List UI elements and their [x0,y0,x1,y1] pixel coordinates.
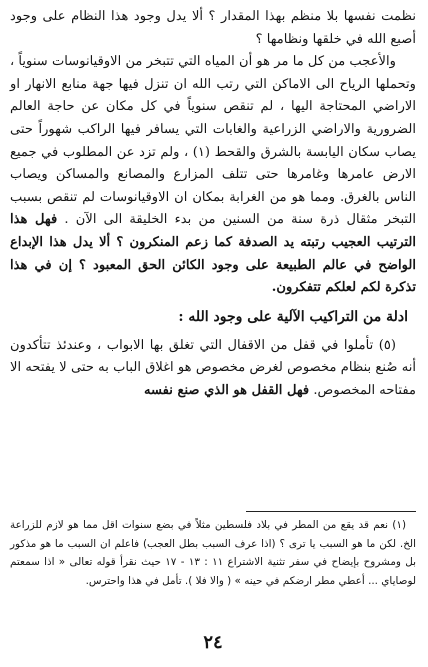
paragraph-3-text: (٥) تأملوا في قفل من الاقفال التي تغلق بها الابواب ، وعندئذ تتأكدون أنه صُنع بنظام مخصوص لغرض مخصوص هو اغلاق الباب به حتى لا يفتحه الا مفتاحه المخصوص. [10,337,416,398]
main-text [10,6,416,403]
paragraph-2-text: والأعجب من كل ما مر هو أن المياه التي تتبخر من الاوقيانوسات سنوياً ، وتحملها الرياح الى الاماكن التي رتب الله ان تنزل فيها جهة منابع الانهار او الاراضي المحتاجة اليها ، لم تنقص سنوياً في كل مكان عن حاجة العالم الضرورية والاراضي الزراعية والغابات التي يسافر فيها الراكب شهوراً حتى يصاب سكان اليابسة بالشرق والقحط (١) ، ولم تزد عن المطلوب في جميع الارض عامرها وغامرها حتى تتلف المزارع والمصانع والمساكن ويصاب الناس بالغرق. ومما هو من الغرابة بمكان ان الاوقيانوسات لم تنقص بسبب التبخر مثقال ذرة سنة من السنين من بدء الخليقة الى الآن . [10,54,416,228]
paragraph-1: نظمت نفسها بلا منظم بهذا المقدار ؟ ألا يدل وجود هذا النظام على وجود أصبع الله في خلقها ونظامها ؟ [10,9,416,47]
paragraph-3-question: فهل القفل هو الذي صنع نفسه [143,382,310,398]
paragraph-2-question: فهل هذا الترتيب العجيب رتبته يد الصدفة كما زعم المنكرون ؟ ألا يدل هذا الإبداع الواضح في عالم الطبيعة على وجود الكائن الحق المعبود ؟ إن في هذا تذكرة لكم لعلكم تتفكرون. [10,212,416,296]
book-page [10,6,416,661]
page-number: ٢٤ [203,632,223,653]
footnote [10,516,416,590]
section-heading: ادلة من التراكيب الآلية على وجود الله : [178,308,408,325]
paragraph-3 [10,335,416,403]
paragraph-2 [10,51,416,300]
footnote-text: (١) نعم قد يقع من المطر في بلاد فلسطين مثلاً في بضع سنوات اقل مما هو لازم للزراعة الخ. لكن ما هو السبب يا ترى ؟ (اذا عرف السبب بطل العجب) فاعلم ان السبب ما هو مذكور بل ومشروح بإيضاح في سفر تثنية الاشتراع ١١ : ١٣ - ١٧ حيث نقرأ قوله تعالى « اذا سمعتم لوصاياي ... أعطي مطر ارضكم في حينه » ( والا فلا ). تأمل في هذا واحترس. [10,519,416,587]
footnote-divider [246,511,416,512]
